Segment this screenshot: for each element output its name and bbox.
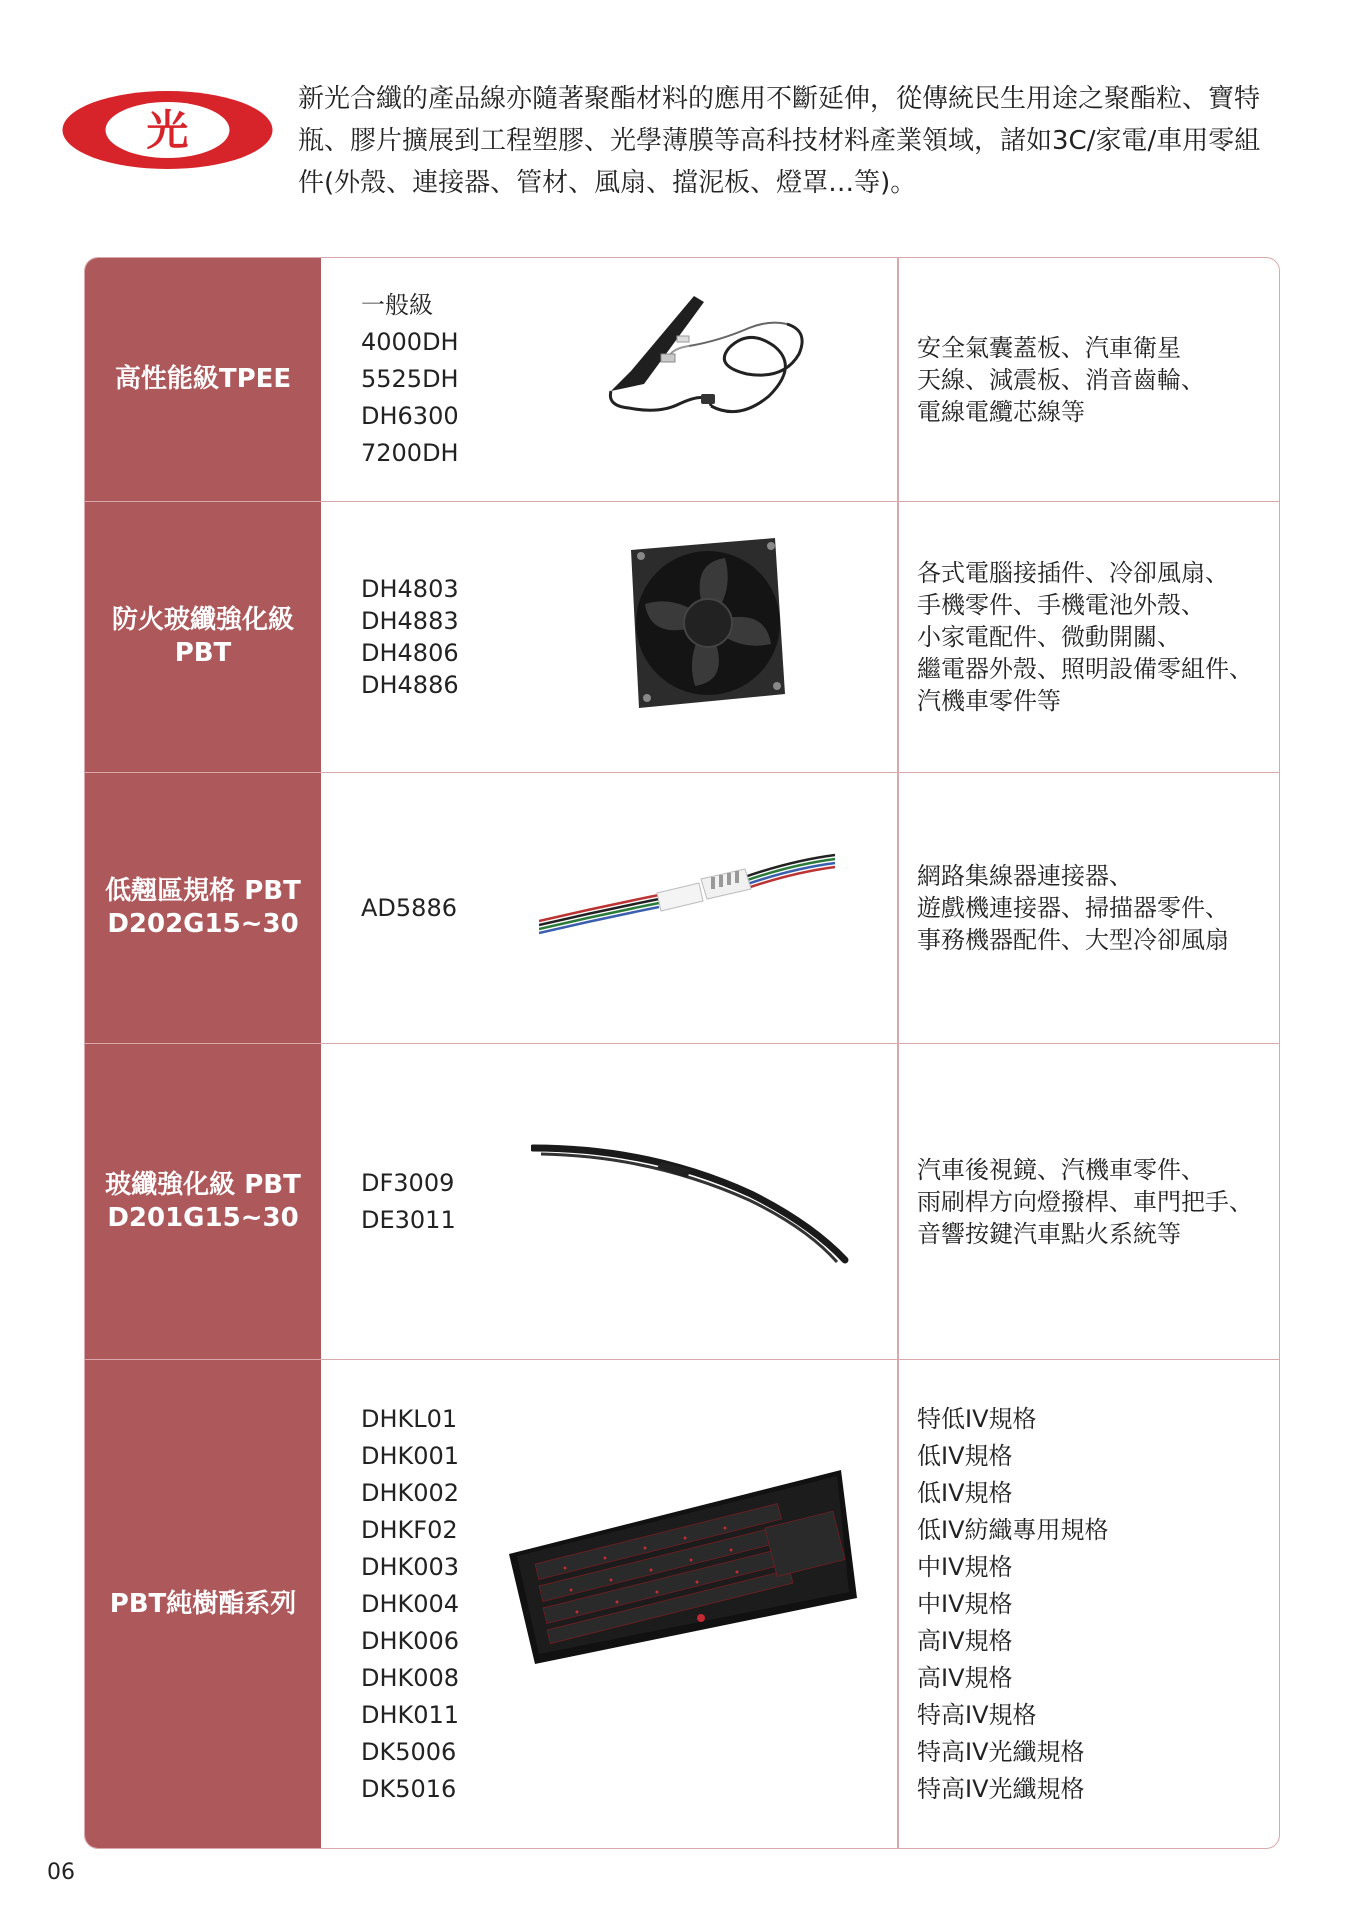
grade-code: DHK001 <box>361 1441 460 1470</box>
grade-code: DE3011 <box>361 1205 456 1234</box>
grade-code: DK5006 <box>361 1737 457 1766</box>
application-line: 特低IV規格 <box>917 1404 1037 1433</box>
application-line: 特高IV規格 <box>917 1700 1037 1729</box>
grade-code: AD5886 <box>361 893 457 922</box>
application-line: 小家電配件、微動開關、 <box>917 623 1181 651</box>
application-line: 特高IV光纖規格 <box>917 1774 1085 1803</box>
application-line: 各式電腦接插件、冷卻風扇、 <box>917 559 1229 587</box>
application-line: 網路集線器連接器、 <box>917 862 1133 890</box>
application-list <box>917 1044 1253 1359</box>
cooling-fan-image <box>625 534 791 712</box>
column-divider <box>897 502 899 772</box>
application-line: 低IV紡織專用規格 <box>917 1515 1109 1544</box>
intro-line: 件(外殼、連接器、管材、風扇、擋泥板、燈罩…等)。 <box>298 168 917 198</box>
application-line: 繼電器外殼、照明設備零組件、 <box>917 655 1253 683</box>
intro-line: 瓶、膠片擴展到工程塑膠、光學薄膜等高科技材料產業領域，諸如3C/家電/車用零組 <box>298 126 1261 156</box>
category-cell <box>85 1044 321 1359</box>
grade-code: DHKL01 <box>361 1404 458 1433</box>
page-number: 06 <box>47 1860 75 1885</box>
grade-code: DF3009 <box>361 1168 455 1197</box>
antenna-cable-image <box>599 276 829 436</box>
category-cell <box>85 1360 321 1848</box>
application-list <box>917 1360 1109 1848</box>
application-line: 低IV規格 <box>917 1478 1013 1507</box>
grade-code: 5525DH <box>361 365 459 393</box>
column-divider <box>897 258 899 501</box>
application-line: 電線電纜芯線等 <box>917 397 1085 426</box>
application-line: 高IV規格 <box>917 1663 1013 1692</box>
application-line: 音響按鍵汽車點火系統等 <box>917 1219 1181 1248</box>
grade-code: 4000DH <box>361 328 459 356</box>
column-divider <box>897 1360 899 1848</box>
application-line: 汽機車零件等 <box>917 687 1061 715</box>
category-label: D201G15~30 <box>107 1202 299 1233</box>
column-divider <box>897 773 899 1043</box>
category-label: PBT純樹酯系列 <box>109 1588 297 1619</box>
category-label: D202G15~30 <box>107 909 299 939</box>
table-row <box>85 1043 1279 1359</box>
company-logo <box>60 89 275 171</box>
application-line: 低IV規格 <box>917 1441 1013 1470</box>
category-label: 防火玻纖強化級 <box>111 605 294 635</box>
grade-code: DHK003 <box>361 1552 460 1581</box>
application-line: 雨刷桿方向燈撥桿、車門把手、 <box>917 1187 1253 1216</box>
application-list <box>917 502 1253 772</box>
column-divider <box>897 1044 899 1359</box>
keyboard-image <box>505 1468 861 1668</box>
grade-code: 7200DH <box>361 439 459 467</box>
grade-code: DH4806 <box>361 639 459 667</box>
grade-list <box>361 773 457 1043</box>
table-row <box>85 1359 1279 1848</box>
grade-code: DH4803 <box>361 575 459 603</box>
application-line: 特高IV光纖規格 <box>917 1737 1085 1766</box>
application-line: 安全氣囊蓋板、汽車衛星 <box>917 333 1181 362</box>
category-label: 高性能級TPEE <box>114 364 292 394</box>
product-table <box>84 257 1280 1849</box>
category-label: 玻纖強化級 PBT <box>105 1169 301 1200</box>
intro-paragraph <box>298 78 1318 204</box>
application-list <box>917 773 1229 1043</box>
grade-code: DHK006 <box>361 1626 460 1655</box>
category-cell <box>85 773 321 1043</box>
application-line: 天線、減震板、消音齒輪、 <box>917 365 1205 394</box>
category-label: PBT <box>174 638 232 668</box>
grade-list <box>361 502 459 772</box>
grade-list <box>361 1044 456 1359</box>
grade-list <box>361 258 459 501</box>
grade-code: DHK011 <box>361 1700 460 1729</box>
grade-code: DHKF02 <box>361 1515 458 1544</box>
application-line: 遊戲機連接器、掃描器零件、 <box>917 894 1229 922</box>
category-cell <box>85 258 321 501</box>
category-cell <box>85 502 321 772</box>
table-row <box>85 501 1279 772</box>
grade-code: DH4886 <box>361 671 459 699</box>
application-line: 事務機器配件、大型冷卻風扇 <box>917 926 1229 954</box>
grade-code: DHK004 <box>361 1589 460 1618</box>
table-row <box>85 258 1279 501</box>
grade-code: DH6300 <box>361 402 459 430</box>
category-label: 低翹區規格 PBT <box>105 876 301 906</box>
grade-code: DK5016 <box>361 1774 457 1803</box>
grade-code: DHK002 <box>361 1478 460 1507</box>
application-line: 中IV規格 <box>917 1552 1013 1581</box>
application-line: 汽車後視鏡、汽機車零件、 <box>917 1155 1205 1184</box>
grade-code: 一般級 <box>361 291 433 319</box>
grade-code: DH4883 <box>361 607 459 635</box>
application-line: 手機零件、手機電池外殼、 <box>917 591 1205 619</box>
logo-char: 光 <box>146 106 189 155</box>
application-line: 中IV規格 <box>917 1589 1013 1618</box>
wiper-blade-image <box>531 1136 851 1276</box>
application-line: 高IV規格 <box>917 1626 1013 1655</box>
grade-list <box>361 1360 459 1848</box>
application-list <box>917 258 1205 501</box>
intro-line: 新光合纖的產品線亦隨著聚酯材料的應用不斷延伸，從傳統民生用途之聚酯粒、寶特 <box>298 84 1261 114</box>
grade-code: DHK008 <box>361 1663 460 1692</box>
table-row <box>85 772 1279 1043</box>
wire-connector-image <box>539 843 839 943</box>
